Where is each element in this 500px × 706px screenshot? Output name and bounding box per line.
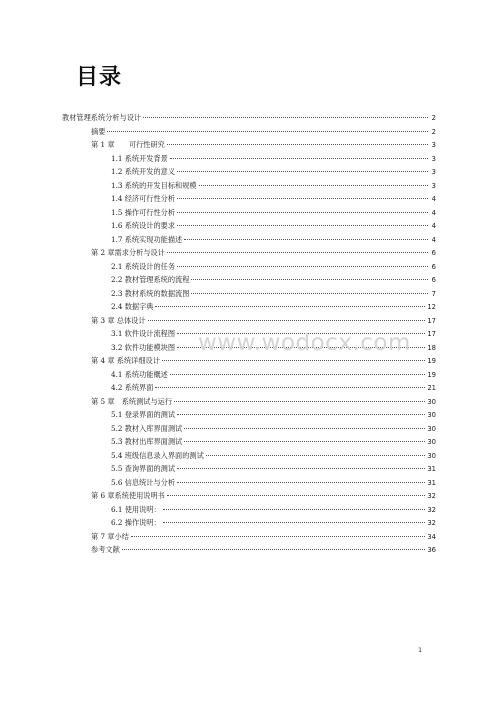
toc-entry[interactable]: [62, 436, 436, 448]
toc-entry-label: 3.1 软件设计流程图: [111, 329, 176, 338]
toc-entry-label: 6.1 使用说明：: [111, 504, 161, 514]
toc-entry-page-number: 30: [427, 438, 436, 446]
toc-entry[interactable]: [62, 450, 436, 462]
toc-entry-label: 教材管理系统分析与设计: [62, 113, 142, 122]
toc-entry-page-number: 19: [427, 370, 436, 379]
toc-entry-label: 4.1 系统功能概述: [111, 369, 168, 379]
toc-entry-label: 第 6 章系统使用说明书: [91, 491, 165, 500]
toc-entry[interactable]: [62, 544, 436, 556]
toc-entry-page-number: 2: [431, 114, 436, 122]
toc-entry-page-number: 6: [431, 249, 436, 257]
toc-entry-page-number: 4: [431, 195, 436, 203]
toc-entry[interactable]: [62, 396, 436, 408]
toc-dot-leader: [191, 279, 428, 280]
toc-entry-label: 1.7 系统实现功能描述: [111, 234, 183, 244]
toc-dot-leader: [177, 414, 425, 415]
toc-entry-label: 2.2 教材管理系统的流程: [111, 275, 190, 284]
toc-dot-leader: [177, 333, 425, 334]
toc-entry[interactable]: [62, 477, 436, 489]
toc-entry-page-number: 36: [427, 546, 436, 554]
toc-entry-page-number: 30: [427, 424, 436, 433]
toc-entry-page-number: 3: [431, 141, 436, 149]
toc-entry[interactable]: [62, 166, 436, 178]
toc-entry-page-number: 18: [427, 343, 436, 352]
toc-entry-page-number: 3: [431, 181, 436, 190]
toc-dot-leader: [177, 212, 428, 213]
toc-entry-label: 第 4 章 系统详细设计: [91, 356, 160, 365]
toc-entry[interactable]: [62, 463, 436, 475]
toc-dot-leader: [167, 495, 426, 496]
toc-entry-label: 2.4 数据字典: [111, 302, 154, 311]
toc-dot-leader: [191, 293, 428, 294]
toc-dot-leader: [122, 549, 426, 550]
toc-entry-label: 2.1 系统设计的任务: [111, 261, 176, 271]
toc-dot-leader: [143, 117, 428, 118]
toc-dot-leader: [177, 347, 425, 348]
toc-dot-leader: [167, 252, 428, 253]
toc-dot-leader: [174, 401, 425, 402]
toc-entry-page-number: 17: [427, 330, 436, 338]
toc-entry[interactable]: [62, 112, 436, 124]
toc-dot-leader: [163, 509, 426, 510]
toc-entry[interactable]: [62, 220, 436, 232]
toc-entry[interactable]: [62, 207, 436, 219]
toc-dot-leader: [162, 360, 425, 361]
toc-entry-label: 3.2 软件功能模块图: [111, 342, 176, 352]
toc-entry-page-number: 17: [427, 316, 436, 325]
toc-entry-label: 5.1 登录界面的测试: [111, 410, 176, 419]
toc-entry-page-number: 31: [427, 465, 436, 473]
toc-entry-page-number: 30: [427, 397, 436, 406]
toc-entry[interactable]: [62, 342, 436, 354]
toc-entry-label: 第 5 章 系统测试与运行: [91, 396, 173, 406]
toc-entry-page-number: 34: [427, 532, 436, 541]
toc-entry-label: 2.3 教材系统的数据流图: [111, 288, 190, 298]
toc-entry-page-number: 4: [431, 235, 436, 244]
toc-dot-leader: [148, 320, 426, 321]
toc-entry-label: 4.2 系统界面: [111, 383, 154, 392]
toc-entry-label: 5.3 教材出库界面测试: [111, 437, 183, 446]
toc-dot-leader: [184, 239, 428, 240]
toc-entry[interactable]: [62, 126, 436, 138]
toc-entry-label: 第 7 章小结: [91, 531, 129, 541]
toc-dot-leader: [155, 387, 425, 388]
toc-entry-label: 1.1 系统开发背景: [111, 153, 168, 163]
toc-entry-label: 5.2 教材入库界面测试: [111, 423, 183, 433]
toc-entry[interactable]: [62, 328, 436, 340]
toc-entry-page-number: 31: [427, 478, 436, 487]
toc-entry[interactable]: [62, 490, 436, 502]
toc-dot-leader: [177, 198, 428, 199]
toc-entry-page-number: 12: [427, 303, 436, 311]
toc-entry-page-number: 3: [431, 154, 436, 163]
toc-entry-page-number: 2: [431, 127, 436, 136]
toc-entry-page-number: 32: [427, 505, 436, 514]
toc-dot-leader: [177, 225, 428, 226]
toc-heading: 目录: [76, 65, 123, 90]
toc-entry-label: 参考文献: [91, 545, 120, 554]
toc-dot-leader: [199, 185, 428, 186]
toc-entry[interactable]: [62, 369, 436, 381]
toc-entry-label: 1.6 系统设计的要求: [111, 221, 176, 230]
toc-entry[interactable]: [62, 247, 436, 259]
toc-entry-page-number: 4: [431, 222, 436, 230]
toc-dot-leader: [107, 131, 428, 132]
toc-entry-label: 摘要: [91, 126, 106, 136]
toc-entry-label: 1.3 系统的开发目标和规模: [111, 180, 197, 190]
toc-entry-label: 第 2 章需求分析与设计: [91, 248, 165, 257]
toc-entry[interactable]: [62, 517, 436, 529]
toc-entry[interactable]: [62, 301, 436, 313]
toc-entry[interactable]: [62, 234, 436, 246]
toc-entry[interactable]: [62, 193, 436, 205]
toc-dot-leader: [131, 536, 425, 537]
toc-entry-page-number: 32: [427, 519, 436, 527]
toc-entry[interactable]: [62, 180, 436, 192]
toc-entry[interactable]: [62, 504, 436, 516]
toc-entry-label: 5.6 信息统计与分析: [111, 477, 176, 487]
toc-dot-leader: [177, 266, 428, 267]
toc-entry[interactable]: [62, 139, 436, 151]
watermark-text: www.wodocx.com: [198, 330, 411, 356]
toc-entry[interactable]: [62, 274, 436, 286]
toc-entry[interactable]: [62, 409, 436, 421]
toc-dot-leader: [184, 441, 425, 442]
toc-dot-leader: [184, 428, 425, 429]
toc-entry-label: 5.5 查询界面的测试: [111, 464, 176, 473]
toc-entry-label: 第 1 章 可行性研究: [91, 140, 165, 149]
toc-dot-leader: [177, 482, 425, 483]
toc-entry[interactable]: [62, 382, 436, 394]
toc-entry-label: 1.2 系统开发的意义: [111, 167, 176, 176]
toc-entry-page-number: 6: [431, 262, 436, 271]
toc-entry[interactable]: [62, 355, 436, 367]
toc-dot-leader: [206, 455, 426, 456]
toc-entry[interactable]: [62, 288, 436, 300]
toc-dot-leader: [170, 374, 426, 375]
page-number: 1: [418, 646, 423, 654]
toc-entry-page-number: 6: [431, 276, 436, 284]
toc-entry-label: 1.4 经济可行性分析: [111, 194, 176, 203]
toc-dot-leader: [177, 468, 425, 469]
toc-dot-leader: [155, 306, 425, 307]
toc-entry-label: 第 3 章 总体设计: [91, 315, 146, 325]
toc-entry-page-number: 4: [431, 208, 436, 217]
toc-entry-page-number: 7: [431, 289, 436, 298]
toc-entry[interactable]: [62, 261, 436, 273]
toc-entry-page-number: 3: [431, 168, 436, 176]
toc-entry-label: 5.4 班级信息录入界面的测试: [111, 450, 204, 460]
table-of-contents: [62, 112, 436, 558]
toc-entry[interactable]: [62, 531, 436, 543]
toc-entry[interactable]: [62, 423, 436, 435]
toc-entry-page-number: 21: [427, 384, 436, 392]
toc-entry-page-number: 30: [427, 451, 436, 460]
toc-entry[interactable]: [62, 153, 436, 165]
toc-dot-leader: [170, 158, 428, 159]
toc-entry[interactable]: [62, 315, 436, 327]
toc-dot-leader: [177, 171, 428, 172]
toc-entry-page-number: 19: [427, 357, 436, 365]
toc-entry-label: 1.5 操作可行性分析: [111, 207, 176, 217]
toc-entry-page-number: 32: [427, 492, 436, 500]
toc-entry-page-number: 30: [427, 411, 436, 419]
toc-dot-leader: [163, 522, 426, 523]
toc-entry-label: 6.2 操作说明：: [111, 518, 161, 527]
toc-dot-leader: [167, 144, 428, 145]
